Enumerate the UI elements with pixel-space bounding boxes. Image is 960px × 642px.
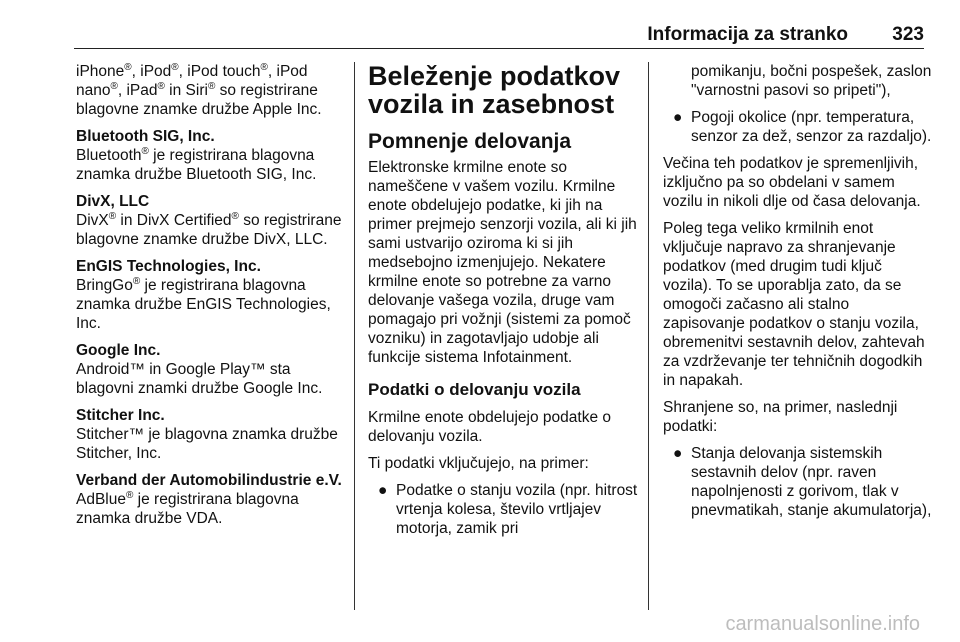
engis-trademark: EnGIS Technologies, Inc. BringGo® je registrirana blagovna znamka družbe EnGIS Technologies, Inc. xyxy=(76,257,344,333)
header-rule xyxy=(74,48,924,49)
section-heading: Beleženje podatkov vozila in zasebnost xyxy=(368,61,621,119)
paragraph: Poleg tega veliko krmilnih enot vključuje napravo za shranjevanje podatkov (med drugim tudi ključ vozila). To se uporablja zato, da se omogoči začasno ali stalno zapisovanje podatkov o stanju vozila, obremenitvi sestavnih delov, zahtevah za vzdrževanje ter tehničnih dogodkih in napakah. xyxy=(663,220,925,389)
entry-title: EnGIS Technologies, Inc. xyxy=(76,258,261,275)
entry-title: Verband der Automobilindustrie e.V. xyxy=(76,472,342,489)
paragraph: Ti podatki vključujejo, na primer: xyxy=(368,455,589,472)
stitcher-trademark: Stitcher Inc. Stitcher™ je blagovna znamka družbe Stitcher, Inc. xyxy=(76,406,344,463)
bullet-list xyxy=(368,481,638,538)
entry-title: Bluetooth SIG, Inc. xyxy=(76,128,215,145)
page-header xyxy=(0,0,960,52)
subsection-heading: Podatki o delovanju vozila xyxy=(368,380,581,399)
list-item: ● Pogoji okolice (npr. temperatura, senzor za dež, senzor za razdaljo). xyxy=(673,109,932,145)
subsection-heading: Pomnenje delovanja xyxy=(368,130,572,153)
page-number: 323 xyxy=(892,24,924,45)
column-middle xyxy=(368,62,638,546)
bullet-icon: ● xyxy=(673,445,683,462)
bullet-icon: ● xyxy=(378,482,388,499)
entry-title: Stitcher Inc. xyxy=(76,407,165,424)
column-divider xyxy=(648,62,649,610)
column-divider xyxy=(354,62,355,610)
list-item-continued: pomikanju, bočni pospešek, zaslon "varnostni pasovi so pripeti"), xyxy=(691,63,932,99)
paragraph: Krmilne enote obdelujejo podatke o delovanju vozila. xyxy=(368,409,612,445)
bullet-icon: ● xyxy=(673,109,683,126)
paragraph: Večina teh podatkov je spremenljivih, izključno pa so obdelani v samem vozilu in nikoli dlje od časa delovanja. xyxy=(663,155,921,210)
bullet-list xyxy=(663,62,933,146)
divx-trademark: DivX, LLC DivX® in DivX Certified® so registrirane blagovne znamke družbe DivX, LLC. xyxy=(76,192,344,249)
entry-title: DivX, LLC xyxy=(76,193,150,210)
column-right xyxy=(663,62,933,528)
google-trademark: Google Inc. Android™ in Google Play™ sta blagovni znamki družbe Google Inc. xyxy=(76,341,344,398)
bluetooth-trademark: Bluetooth SIG, Inc. Bluetooth® je registrirana blagovna znamka družbe Bluetooth SIG, Inc. xyxy=(76,127,344,184)
vda-trademark: Verband der Automobilindustrie e.V. AdBlue® je registrirana blagovna znamka družbe VDA. xyxy=(76,471,344,528)
watermark: carmanualsonline.info xyxy=(725,613,920,635)
column-left xyxy=(76,62,344,536)
entry-title: Google Inc. xyxy=(76,342,161,359)
paragraph: Shranjene so, na primer, naslednji podatki: xyxy=(663,399,898,435)
list-item: ● Podatke o stanju vozila (npr. hitrost vrtenja kolesa, število vrtljajev motorja, zamik pri xyxy=(378,482,638,537)
list-item: ● Stanja delovanja sistemskih sestavnih delov (npr. raven napolnjenosti z gorivom, tlak v pnevmatikah, stanje akumulatorja), xyxy=(673,445,932,519)
paragraph: Elektronske krmilne enote so nameščene v vašem vozilu. Krmilne enote obdelujejo podatke, ki jih na primer prejmejo senzorji vozila, ali ki jih sami ustvarijo oziroma ki si jih medsebojno izmenjujejo. Nekatere krmilne enote so potrebne za varno delovanje vašega vozila, druge vam pomagajo pri vožnji (sistemi za pomoč vozniku) in zagotavljajo udobje ali funkcije sistema Infotainment. xyxy=(368,159,637,366)
apple-trademark: iPhone®, iPod®, iPod touch®, iPod nano®, iPad® in Siri® so registrirane blagovne znamke družbe Apple Inc. xyxy=(76,61,322,118)
header-title: Informacija za stranko xyxy=(647,24,848,45)
bullet-list xyxy=(663,444,933,520)
